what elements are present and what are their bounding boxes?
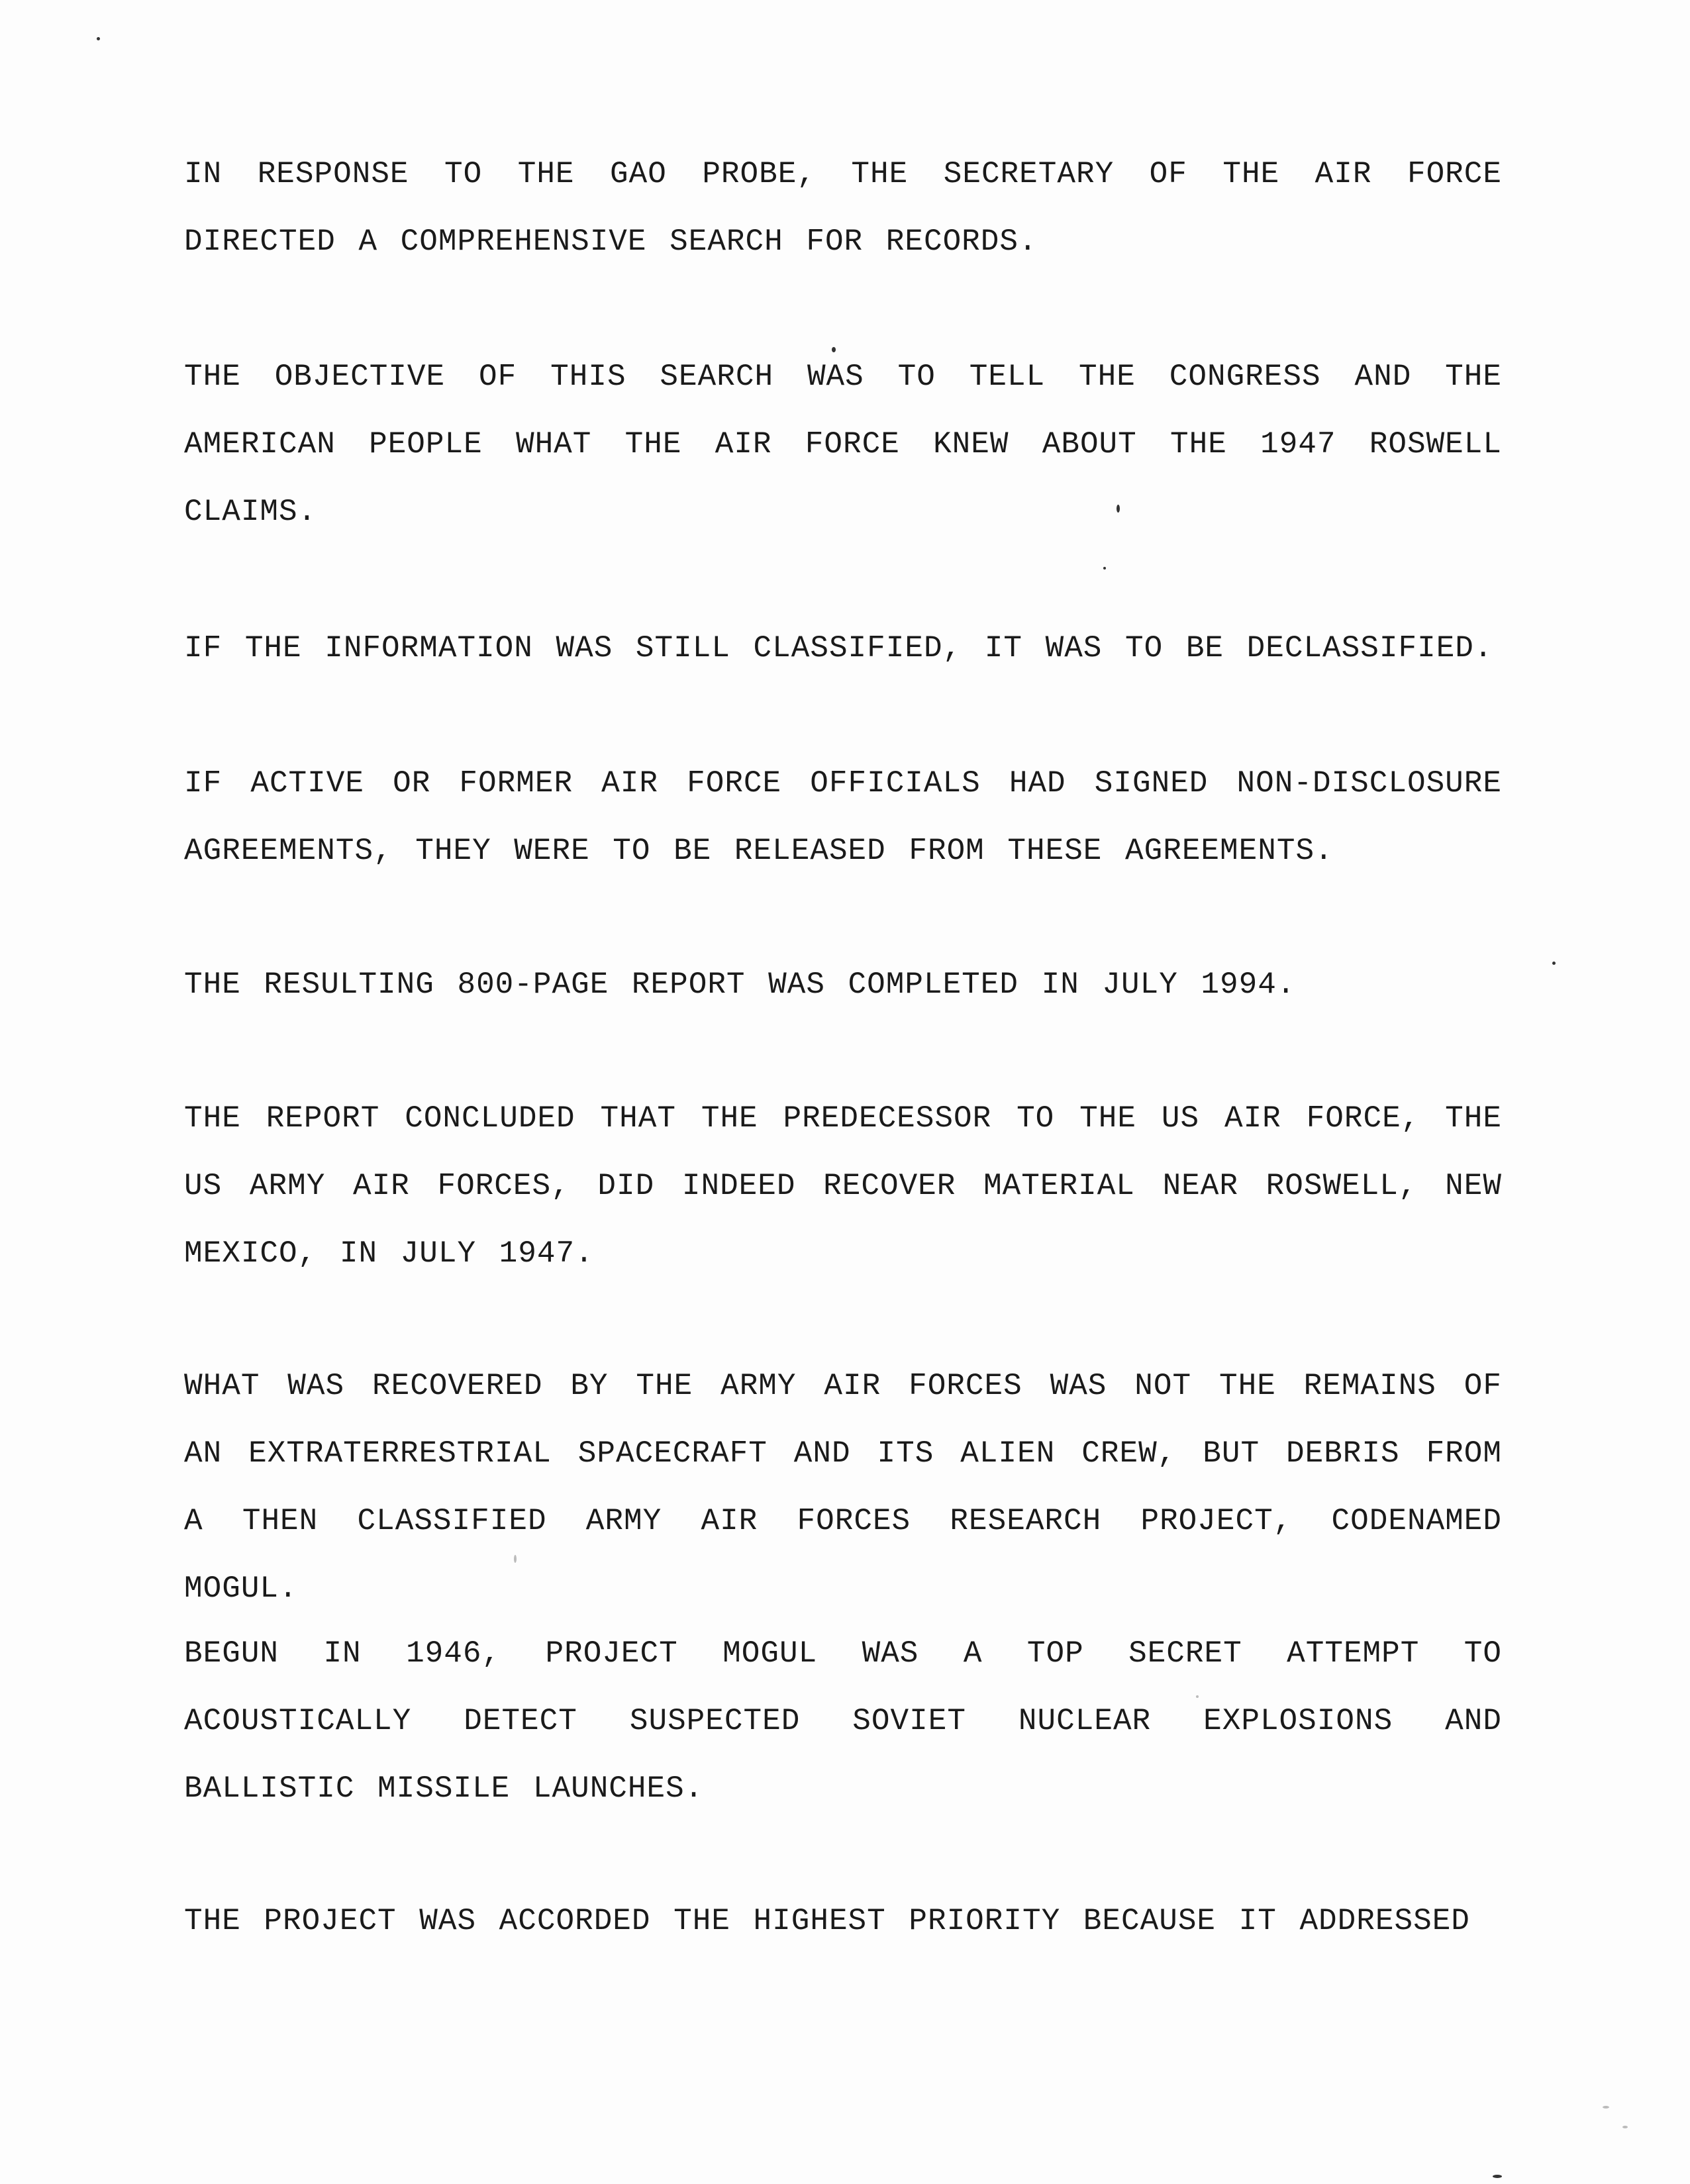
scan-speck xyxy=(514,1555,517,1563)
paragraph-project-mogul: BEGUN IN 1946, PROJECT MOGUL WAS A TOP SECRET ATTEMPT TO ACOUSTICALLY DETECT SUSPECTED SOVIET NUCLEAR EXPLOSIONS AND BALLISTIC MISSILE LAUNCHES. xyxy=(184,1636,1502,1806)
paragraph-declassification: IF THE INFORMATION WAS STILL CLASSIFIED, IT WAS TO BE DECLASSIFIED. xyxy=(184,631,1493,666)
scan-speck xyxy=(97,37,100,40)
scan-speck xyxy=(1117,505,1120,513)
paragraph-non-disclosure: IF ACTIVE OR FORMER AIR FORCE OFFICIALS HAD SIGNED NON-DISCLOSURE AGREEMENTS, THEY WERE TO BE RELEASED FROM THESE AGREEMENTS. xyxy=(184,766,1502,868)
scan-speck xyxy=(1603,2106,1609,2109)
scan-speck xyxy=(1493,2175,1502,2178)
paragraph-gao-probe: IN RESPONSE TO THE GAO PROBE, THE SECRETARY OF THE AIR FORCE DIRECTED A COMPREHENSIVE SEARCH FOR RECORDS. xyxy=(184,157,1502,259)
scan-speck xyxy=(1196,1695,1199,1698)
paragraph-search-objective: THE OBJECTIVE OF THIS SEARCH WAS TO TELL THE CONGRESS AND THE AMERICAN PEOPLE WHAT THE AIR FORCE KNEW ABOUT THE 1947 ROSWELL CLAIMS. xyxy=(184,360,1502,529)
scan-speck xyxy=(832,347,836,352)
paragraph-highest-priority: THE PROJECT WAS ACCORDED THE HIGHEST PRIORITY BECAUSE IT ADDRESSED xyxy=(184,1904,1470,1938)
paragraph-report-completed: THE RESULTING 800-PAGE REPORT WAS COMPLETED IN JULY 1994. xyxy=(184,968,1296,1002)
scan-speck xyxy=(1622,2126,1628,2128)
scan-speck xyxy=(1103,567,1106,570)
scan-speck xyxy=(1552,962,1556,965)
paragraph-recovered-debris: WHAT WAS RECOVERED BY THE ARMY AIR FORCES WAS NOT THE REMAINS OF AN EXTRATERRESTRIAL SPACECRAFT AND ITS ALIEN CREW, BUT DEBRIS FROM A THEN CLASSIFIED ARMY AIR FORCES RESEARCH PROJECT, CODENAMED MOGUL. xyxy=(184,1369,1502,1606)
paragraph-report-conclusion: THE REPORT CONCLUDED THAT THE PREDECESSOR TO THE US AIR FORCE, THE US ARMY AIR FORCES, DID INDEED RECOVER MATERIAL NEAR ROSWELL, NEW MEXICO, IN JULY 1947. xyxy=(184,1101,1502,1271)
